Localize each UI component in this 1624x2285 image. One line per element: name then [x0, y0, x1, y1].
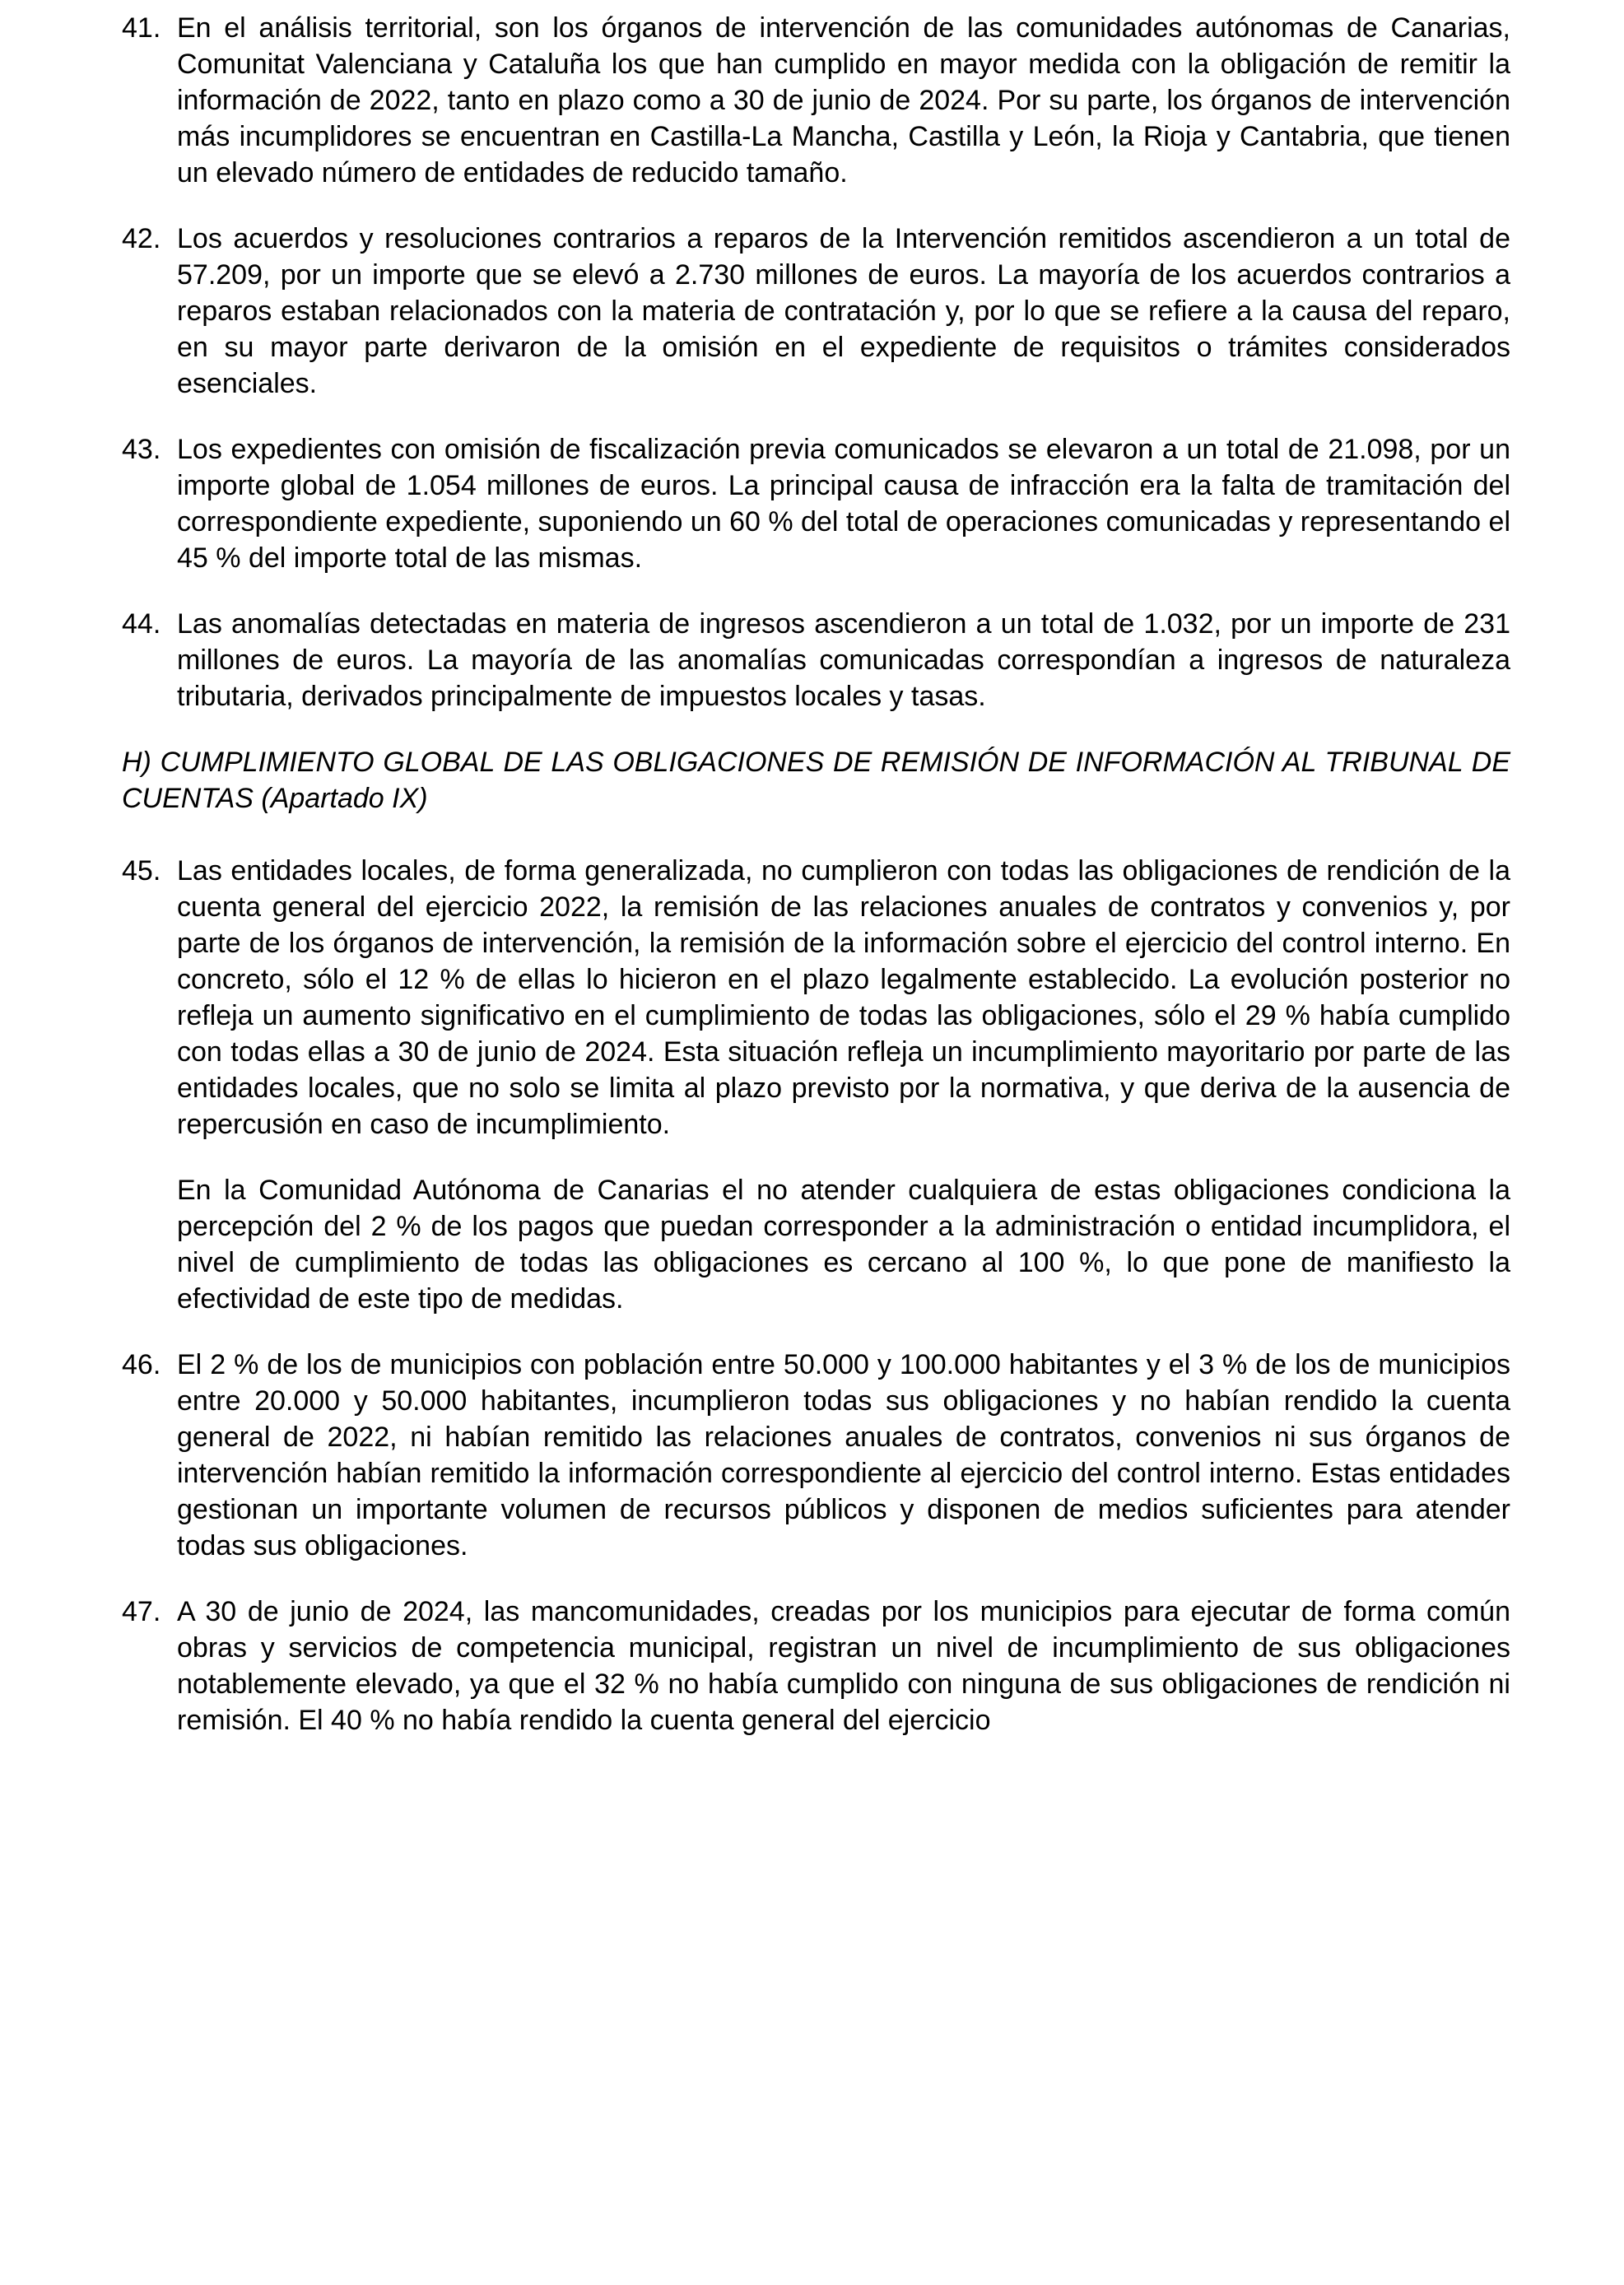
section-heading-h: [122, 744, 1510, 817]
paragraph-41-number: 41.: [122, 12, 161, 44]
paragraph-45: [122, 853, 1510, 1142]
paragraph-45-continuation-text: En la Comunidad Autónoma de Canarias el no atender cualquiera de estas obligaciones condiciona la percepción del 2 % de los pagos que puedan corresponder a la administración o entidad incumplidora, el nivel de cumplimiento de todas las obligaciones es cercano al 100 %, lo que pone de manifiesto la efectividad de este tipo de medidas.: [177, 1175, 1510, 1315]
paragraph-46-text: El 2 % de los de municipios con población entre 50.000 y 100.000 habitantes y el 3 % de los de municipios entre 20.000 y 50.000 habitantes, incumplieron todas sus obligaciones y no habían rendido la cuenta general de 2022, ni habían remitido las relaciones anuales de contratos, convenios ni sus órganos de intervención habían remitido la información correspondiente al ejercicio del control interno. Estas entidades gestionan un importante volumen de recursos públicos y disponen de medios suficientes para atender todas sus obligaciones.: [177, 1349, 1510, 1561]
section-heading-h-text: H) CUMPLIMIENTO GLOBAL DE LAS OBLIGACIONES DE REMISIÓN DE INFORMACIÓN AL TRIBUNAL DE CUENTAS (Apartado IX): [122, 747, 1510, 814]
paragraph-41: [122, 10, 1510, 191]
paragraph-46-number: 46.: [122, 1349, 161, 1380]
paragraph-46: [122, 1347, 1510, 1564]
paragraph-42-text: Los acuerdos y resoluciones contrarios a reparos de la Intervención remitidos ascendieron a un total de 57.209, por un importe que se elevó a 2.730 millones de euros. La mayoría de los acuerdos contrarios a reparos estaban relacionados con la materia de contratación y, por lo que se refiere a la causa del reparo, en su mayor parte derivaron de la omisión en el expediente de requisitos o trámites considerados esenciales.: [177, 223, 1510, 399]
paragraph-45-continuation: [122, 1172, 1510, 1317]
paragraph-44-number: 44.: [122, 608, 161, 640]
paragraph-43-text: Los expedientes con omisión de fiscalización previa comunicados se elevaron a un total de 21.098, por un importe global de 1.054 millones de euros. La principal causa de infracción era la falta de tramitación del correspondiente expediente, suponiendo un 60 % del total de operaciones comunicadas y representando el 45 % del importe total de las mismas.: [177, 434, 1510, 574]
paragraph-47-text: A 30 de junio de 2024, las mancomunidades, creadas por los municipios para ejecutar de forma común obras y servicios de competencia municipal, registran un nivel de incumplimiento de sus obligaciones notablemente elevado, ya que el 32 % no había cumplido con ninguna de sus obligaciones de rendición ni remisión. El 40 % no había rendido la cuenta general del ejercicio: [177, 1596, 1510, 1736]
paragraph-42-number: 42.: [122, 223, 161, 254]
paragraph-44: [122, 606, 1510, 714]
paragraph-43-number: 43.: [122, 434, 161, 465]
paragraph-47: [122, 1594, 1510, 1738]
paragraph-47-number: 47.: [122, 1596, 161, 1627]
paragraph-45-text: Las entidades locales, de forma generalizada, no cumplieron con todas las obligaciones de rendición de la cuenta general del ejercicio 2022, la remisión de las relaciones anuales de contratos y convenios y, por parte de los órganos de intervención, la remisión de la información sobre el ejercicio del control interno. En concreto, sólo el 12 % de ellas lo hicieron en el plazo legalmente establecido. La evolución posterior no refleja un aumento significativo en el cumplimiento de todas las obligaciones, sólo el 29 % había cumplido con todas ellas a 30 de junio de 2024. Esta situación refleja un incumplimiento mayoritario por parte de las entidades locales, que no solo se limita al plazo previsto por la normativa, y que deriva de la ausencia de repercusión en caso de incumplimiento.: [177, 855, 1510, 1140]
paragraph-43: [122, 431, 1510, 576]
paragraph-44-text: Las anomalías detectadas en materia de ingresos ascendieron a un total de 1.032, por un importe de 231 millones de euros. La mayoría de las anomalías comunicadas correspondían a ingresos de naturaleza tributaria, derivados principalmente de impuestos locales y tasas.: [177, 608, 1510, 712]
paragraph-41-text: En el análisis territorial, son los órganos de intervención de las comunidades autónomas de Canarias, Comunitat Valenciana y Cataluña los que han cumplido en mayor medida con la obligación de remitir la información de 2022, tanto en plazo como a 30 de junio de 2024. Por su parte, los órganos de intervención más incumplidores se encuentran en Castilla-La Mancha, Castilla y León, la Rioja y Cantabria, que tienen un elevado número de entidades de reducido tamaño.: [177, 12, 1510, 188]
paragraph-42: [122, 221, 1510, 402]
paragraph-45-number: 45.: [122, 855, 161, 887]
